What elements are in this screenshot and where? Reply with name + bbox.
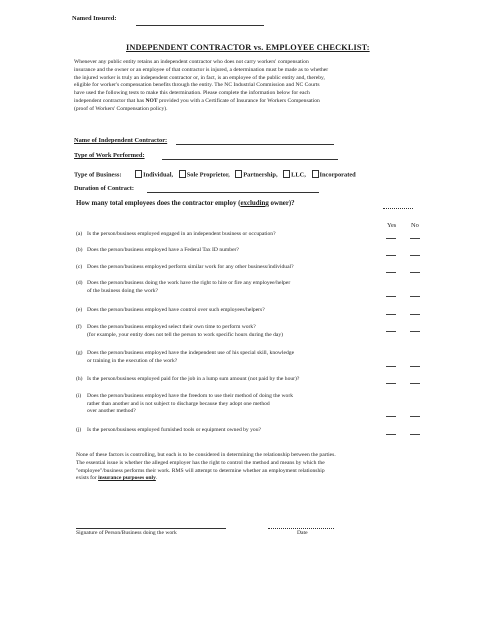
question-g: (g) Does the person/business employed have the independent use of his special skill, knowledge or training in the execution of the work? [76, 350, 295, 364]
question-f: (f) Does the person/business employed select their own time to perform work? (for example, your entity does not tell the person to work specific hours during the day) [76, 324, 284, 338]
llc-checkbox[interactable] [283, 170, 290, 178]
question-i: (i) Does the person/business employed have the freedom to use their method of doing the work rather than another and is not subject to discharge because they adopt one method over another method? [76, 393, 293, 415]
intro-line: independent contractor that has NOT provided you with a Certificate of Insurance for Workers Compensation [74, 97, 320, 104]
business-type-row [74, 170, 356, 179]
closing-line: "employee"/business performs their work. RMS will attempt to determine whether an employment relationship [76, 467, 325, 474]
yes-blank[interactable] [386, 272, 396, 273]
individual-option: Individual, [143, 171, 174, 179]
partnership-checkbox[interactable] [235, 170, 242, 178]
yes-blank[interactable] [386, 314, 396, 315]
closing-paragraph [76, 452, 416, 483]
yes-blank[interactable] [386, 331, 396, 332]
no-header: No [411, 222, 419, 229]
named-insured-label: Named Insured: [72, 15, 117, 22]
named-insured-field[interactable] [136, 25, 264, 26]
date-field[interactable] [268, 528, 334, 529]
no-blank[interactable] [410, 366, 420, 367]
yes-header: Yes [387, 222, 397, 229]
intro-line: insurance and the owner or an employee of that contractor is injured, a determination must be made as to whether [74, 66, 329, 73]
no-blank[interactable] [410, 272, 420, 273]
employees-count-field[interactable] [383, 208, 413, 209]
intro-line: the injured worker is truly an independent contractor or, in fact, is an employee of the public entity and, thereby, [74, 74, 325, 81]
yes-blank[interactable] [386, 238, 396, 239]
closing-line: None of these factors is controlling, but each is to be considered in determining the relationship between the parties. [76, 452, 336, 458]
work-type-label: Type of Work Performed: [74, 152, 145, 159]
sole-proprietor-checkbox[interactable] [179, 170, 186, 178]
page-title: INDEPENDENT CONTRACTOR vs. EMPLOYEE CHECKLIST: [126, 43, 370, 52]
individual-checkbox[interactable] [135, 170, 142, 178]
closing-emphasis: insurance purposes only [98, 475, 156, 482]
closing-line: The essential issue is whether the alleged employer has the right to control the method and means by which the [76, 459, 325, 466]
intro-emphasis: NOT [145, 97, 158, 104]
signature-label: Signature of Person/Business doing the work [76, 530, 177, 536]
question-d: (d) Does the person/business doing the work have the right to hire or fire any employee/helper of the business doing the work? [76, 280, 291, 294]
question-h: (h) Is the person/business employed paid for the job in a lump sum amount (not paid by the hour)? [76, 376, 300, 382]
incorporated-option: Incorporated [319, 171, 356, 179]
yes-blank[interactable] [386, 255, 396, 256]
llc-option: LLC, [291, 171, 306, 179]
no-blank[interactable] [410, 434, 420, 435]
partnership-option: Partnership, [243, 171, 278, 179]
no-blank[interactable] [410, 296, 420, 297]
duration-field[interactable] [147, 192, 319, 193]
signature-field[interactable] [76, 528, 226, 529]
no-blank[interactable] [410, 331, 420, 332]
no-blank[interactable] [410, 383, 420, 384]
intro-line: have used the following tests to make this determination. Please complete the information below for each [74, 90, 310, 97]
yes-blank[interactable] [386, 296, 396, 297]
date-label: Date [297, 530, 308, 536]
intro-paragraph [74, 59, 414, 114]
no-blank[interactable] [410, 238, 420, 239]
work-type-field[interactable] [162, 159, 338, 160]
yes-blank[interactable] [386, 383, 396, 384]
contractor-name-field[interactable] [176, 144, 334, 145]
question-j: (j) Is the person/business employed furnished tools or equipment owned by you? [76, 427, 261, 433]
yes-blank[interactable] [386, 366, 396, 367]
sole-proprietor-option: Sole Proprietor, [186, 171, 230, 179]
yes-blank[interactable] [386, 434, 396, 435]
question-e: (e) Does the person/business employed have control over such employees/helpers? [76, 307, 265, 313]
no-blank[interactable] [410, 255, 420, 256]
business-type-label: Type of Business: [74, 171, 122, 179]
question-b: (b) Does the person/business employed have a Federal Tax ID number? [76, 247, 239, 253]
intro-line: eligible for worker's compensation benefits through the entity. The NC Industrial Commission and NC Courts [74, 82, 320, 89]
question-c: (c) Does the person/business employed perform similar work for any other business/individual? [76, 264, 294, 270]
employees-emphasis: excluding [240, 200, 269, 207]
no-blank[interactable] [410, 314, 420, 315]
intro-line: Whenever any public entity retains an independent contractor who does not carry workers' compensation [74, 59, 309, 65]
question-a: (a) Is the person/business employed engaged in an independent business or occupation? [76, 231, 276, 237]
yes-blank[interactable] [386, 416, 396, 417]
intro-line: (proof of Workers' Compensation policy). [74, 105, 168, 112]
closing-line: exists for insurance purposes only. [76, 475, 158, 482]
duration-label: Duration of Contract: [74, 185, 134, 192]
incorporated-checkbox[interactable] [312, 170, 319, 178]
no-blank[interactable] [410, 416, 420, 417]
contractor-name-label: Name of Independent Contractor: [74, 137, 168, 144]
employees-question: How many total employees does the contractor employ (excluding owner)? [76, 200, 295, 207]
